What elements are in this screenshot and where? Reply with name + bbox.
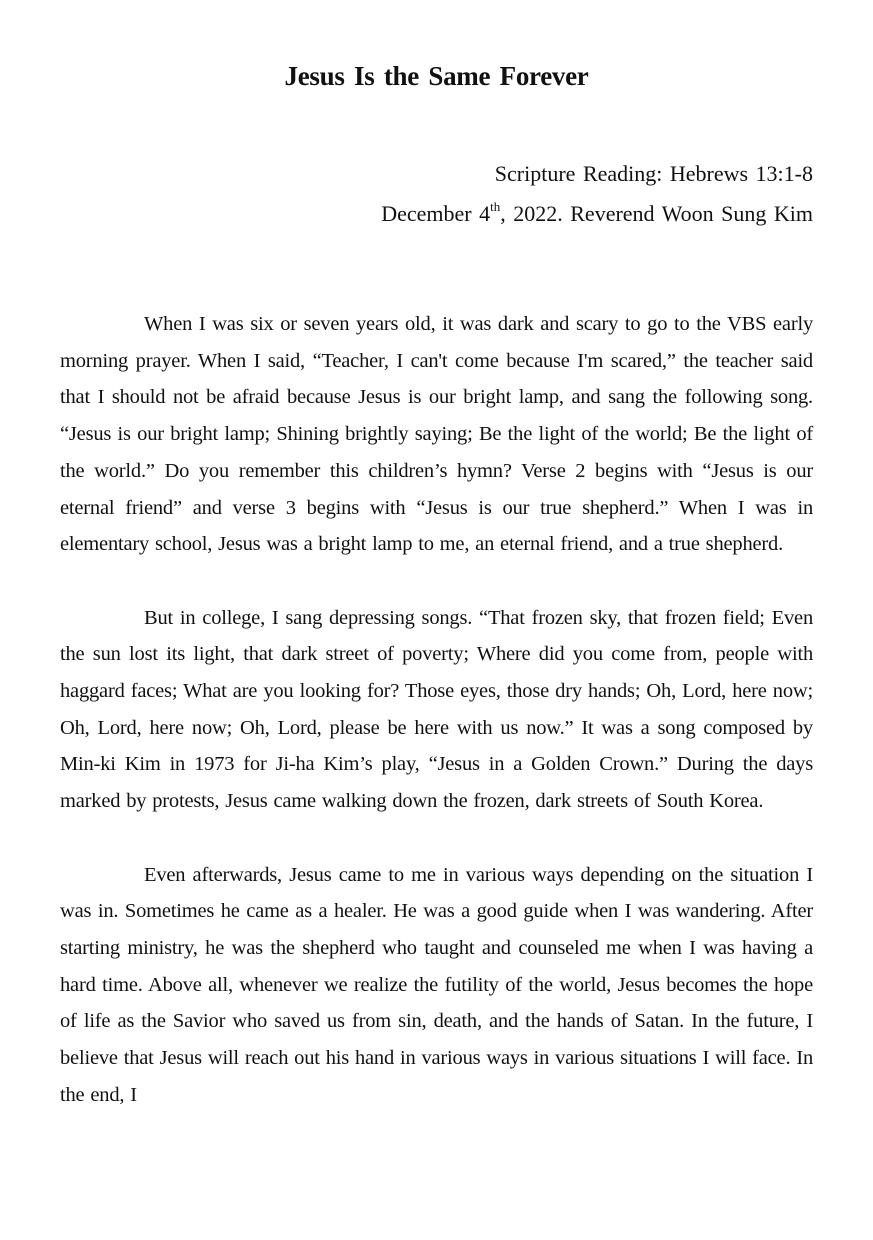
sermon-meta [381,154,813,234]
sermon-date-line [381,194,813,234]
sermon-body [60,306,813,1113]
paragraph-spacer [60,563,813,600]
date-prefix: December 4 [381,201,491,226]
document-title: Jesus Is the Same Forever [284,61,589,91]
paragraph-3: Even afterwards, Jesus came to me in various ways depending on the situation I was in. Sometimes he came as a healer. He was a good guide when I was wandering. After starting ministry, he was the shepherd who taught and counseled me when I was having a hard time. Above all, whenever we realize the futility of the world, Jesus becomes the hope of life as the Savior who saved us from sin, death, and the hands of Satan. In the future, I believe that Jesus will reach out his hand in various ways in various situations I will face. In the end, I [60,863,813,1106]
date-suffix: , 2022. Reverend Woon Sung Kim [500,201,813,226]
paragraph-2: But in college, I sang depressing songs. “That frozen sky, that frozen field; Even the sun lost its light, that dark street of poverty; Where did you come from, people with haggard faces; What are you looking for? Those eyes, those dry hands; Oh, Lord, here now; Oh, Lord, here now; Oh, Lord, please be here with us now.” It was a song composed by Min-ki Kim in 1973 for Ji-ha Kim’s play, “Jesus in a Golden Crown.” During the days marked by protests, Jesus came walking down the frozen, dark streets of South Korea. [60,606,813,813]
paragraph-1: When I was six or seven years old, it was dark and scary to go to the VBS early morning prayer. When I said, “Teacher, I can't come because I'm scared,” the teacher said that I should not be afraid because Jesus is our bright lamp, and sang the following song. “Jesus is our bright lamp; Shining brightly saying; Be the light of the world; Be the light of the world.” Do you remember this children’s hymn? Verse 2 begins with “Jesus is our eternal friend” and verse 3 begins with “Jesus is our true shepherd.” When I was in elementary school, Jesus was a bright lamp to me, an eternal friend, and a true shepherd. [60,313,813,556]
paragraph-spacer [60,820,813,857]
scripture-reading: Scripture Reading: Hebrews 13:1-8 [494,161,813,186]
date-ordinal: th [490,199,501,214]
